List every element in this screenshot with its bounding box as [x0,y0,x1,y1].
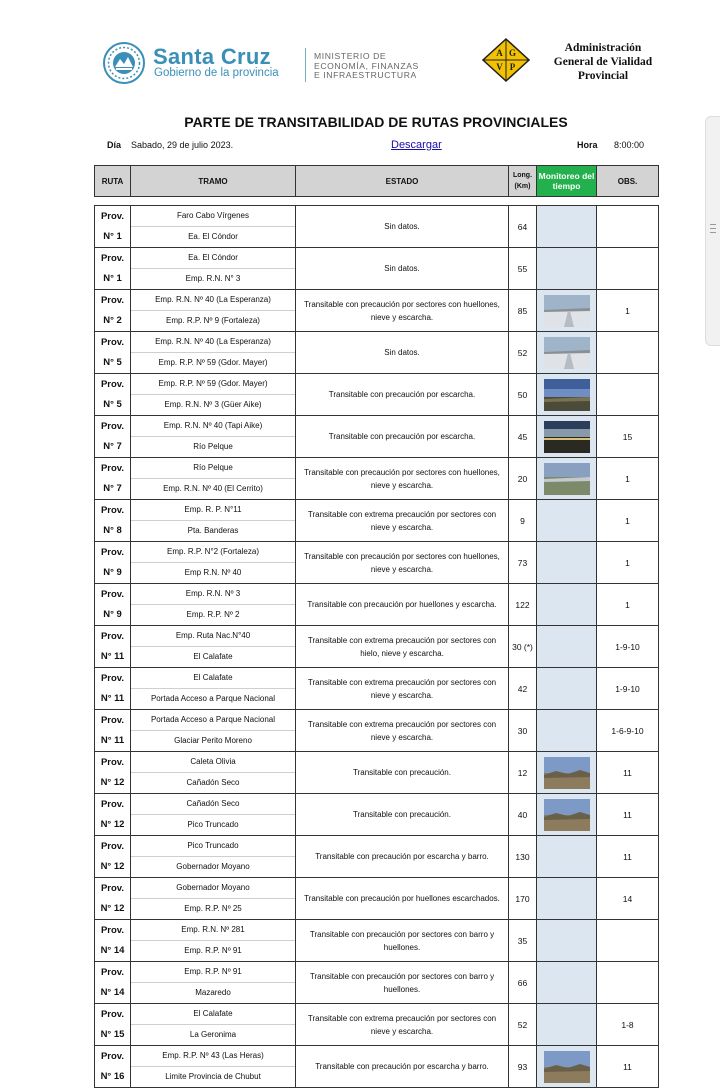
route-number: N° 8 [103,524,122,536]
route-cell [95,374,131,416]
route-prov: Prov. [100,630,125,642]
status-cell: Transitable con extrema precaución por sectores con nieve y escarcha. [296,500,509,542]
agvp-letter-a: A [496,48,503,58]
section-to: Emp. R.N. Nº 40 (El Cerrito) [163,484,263,493]
route-cell [95,1046,131,1088]
obs-cell [597,962,659,1004]
monitoreo-label: tiempo [552,181,581,191]
route-prov: Prov. [100,588,125,600]
section-to: Río Pelque [193,442,233,451]
status-cell: Transitable con extrema precaución por sectores con nieve y escarcha. [296,1004,509,1046]
length-cell: 52 [509,1004,537,1046]
route-number: N° 1 [103,272,122,284]
section-to: Emp. R.P. Nº 2 [186,610,240,619]
long-label: Long. [512,172,533,179]
webcam-thumbnail-icon[interactable] [544,1051,590,1083]
section-cell [131,668,296,710]
table-row [95,962,659,1004]
length-cell: 12 [509,752,537,794]
section-from: Gobernador Moyano [131,878,295,899]
table-row [95,752,659,794]
santa-cruz-emblem-icon [103,42,145,84]
monitor-cell [537,920,597,962]
santa-cruz-name: Santa Cruz [153,44,271,69]
table-row [95,206,659,248]
section-cell [131,248,296,290]
section-to: Gobernador Moyano [176,862,250,871]
route-number: N° 12 [100,776,125,788]
status-cell: Transitable con precaución. [296,752,509,794]
status-cell: Transitable con extrema precaución por sectores con nieve y escarcha. [296,668,509,710]
status-cell: Transitable con precaución por sectores con huellones, nieve y escarcha. [296,542,509,584]
ministry-line: MINISTERIO DE [314,51,387,61]
status-cell: Transitable con precaución por sectores con barro y huellones. [296,920,509,962]
table-row [95,836,659,878]
section-cell [131,878,296,920]
day-label: Día [107,140,122,150]
route-cell [95,332,131,374]
length-cell: 170 [509,878,537,920]
route-cell [95,836,131,878]
length-cell: 55 [509,248,537,290]
route-prov: Prov. [100,378,125,390]
obs-cell: 1 [597,542,659,584]
section-cell [131,794,296,836]
monitor-cell [537,794,597,836]
section-to: La Geronima [189,1030,237,1039]
route-prov: Prov. [100,210,125,222]
monitor-cell [537,374,597,416]
obs-cell: 1 [597,290,659,332]
route-cell [95,458,131,500]
route-prov: Prov. [100,672,125,684]
section-cell [131,710,296,752]
length-cell: 9 [509,500,537,542]
section-from: Ea. El Cóndor [131,248,295,269]
section-to: Emp. R.P. Nº 59 (Gdor. Mayer) [158,358,268,367]
routes-table [94,205,659,1088]
section-from: El Calafate [131,668,295,689]
status-cell: Sin datos. [296,206,509,248]
table-row [95,374,659,416]
scroll-grip-icon[interactable] [710,221,716,235]
agvp-name-line: General de Vialidad [553,56,653,68]
table-row [95,1046,659,1088]
length-cell: 130 [509,836,537,878]
route-prov: Prov. [100,756,125,768]
route-prov: Prov. [100,336,125,348]
route-cell [95,794,131,836]
table-row [95,416,659,458]
route-prov: Prov. [100,966,125,978]
section-cell [131,962,296,1004]
section-to: Limite Provincia de Chubut [165,1072,261,1081]
agvp-letter-p: P [509,62,516,72]
section-to: Emp R.N. Nº 40 [184,568,242,577]
obs-cell: 1-8 [597,1004,659,1046]
length-cell: 40 [509,794,537,836]
length-cell: 93 [509,1046,537,1088]
webcam-thumbnail-icon[interactable] [544,295,590,327]
route-cell [95,710,131,752]
route-number: N° 1 [103,230,122,242]
status-cell: Transitable con extrema precaución por sectores con hielo, nieve y escarcha. [296,626,509,668]
status-cell: Transitable con extrema precaución por sectores con nieve y escarcha. [296,710,509,752]
status-cell: Transitable con precaución por sectores con barro y huellones. [296,962,509,1004]
obs-cell: 1-9-10 [597,626,659,668]
status-cell: Transitable con precaución por escarcha. [296,374,509,416]
webcam-thumbnail-icon[interactable] [544,379,590,411]
monitor-cell [537,500,597,542]
length-cell: 52 [509,332,537,374]
table-row [95,626,659,668]
route-prov: Prov. [100,294,125,306]
route-prov: Prov. [100,252,125,264]
route-number: N° 11 [100,650,125,662]
agvp-name-line: Provincial [577,70,629,82]
status-cell: Transitable con precaución por sectores con huellones, nieve y escarcha. [296,290,509,332]
section-cell [131,1004,296,1046]
monitor-cell [537,878,597,920]
obs-cell [597,332,659,374]
monitor-cell [537,1046,597,1088]
column-header-tramo: TRAMO [131,166,296,197]
agvp-logo-icon [482,38,530,82]
route-prov: Prov. [100,546,125,558]
status-cell: Transitable con precaución por huellones y escarcha. [296,584,509,626]
length-cell: 45 [509,416,537,458]
route-cell [95,206,131,248]
obs-cell: 11 [597,836,659,878]
route-number: N° 14 [100,944,125,956]
monitor-cell [537,836,597,878]
section-from: Emp. R.P. Nº 43 (Las Heras) [131,1046,295,1067]
section-from: Emp. R.P. Nº 91 [131,962,295,983]
section-to: El Calafate [193,652,233,661]
column-header-ruta: RUTA [95,166,131,197]
document-header [0,0,720,100]
section-cell [131,374,296,416]
length-cell: 30 [509,710,537,752]
section-from: Emp. R.N. Nº 40 (Tapi Aike) [131,416,295,437]
route-number: N° 15 [100,1028,125,1040]
obs-cell [597,248,659,290]
section-to: Mazaredo [195,988,231,997]
section-cell [131,542,296,584]
section-cell [131,836,296,878]
section-cell [131,290,296,332]
monitor-cell [537,668,597,710]
status-cell: Transitable con precaución por escarcha y barro. [296,836,509,878]
obs-cell: 1 [597,458,659,500]
status-cell: Sin datos. [296,332,509,374]
section-cell [131,752,296,794]
webcam-thumbnail-icon[interactable] [544,421,590,453]
table-row [95,542,659,584]
section-to: Emp. R.P. Nº 9 (Fortaleza) [166,316,260,325]
route-cell [95,1004,131,1046]
section-to: Emp. R.P. Nº 25 [184,904,242,913]
column-header-monitoreo [537,166,597,197]
scrollbar[interactable] [705,116,720,346]
section-to: Emp. R.N. Nº 3 (Güer Aike) [164,400,262,409]
route-number: N° 9 [103,608,122,620]
route-number: N° 2 [103,314,122,326]
ministry-line: ECONOMÍA, FINANZAS [314,60,419,71]
section-cell [131,458,296,500]
route-number: N° 9 [103,566,122,578]
route-cell [95,290,131,332]
route-cell [95,416,131,458]
route-cell [95,962,131,1004]
section-cell [131,1046,296,1088]
hour-label: Hora [577,140,598,150]
obs-cell [597,920,659,962]
table-row [95,500,659,542]
agvp-letter-g: G [508,48,517,58]
status-cell: Transitable con precaución por sectores con huellones, nieve y escarcha. [296,458,509,500]
section-to: Pico Truncado [187,820,239,829]
length-cell: 35 [509,920,537,962]
section-cell [131,584,296,626]
section-cell [131,500,296,542]
section-cell [131,416,296,458]
column-header-obs: OBS. [597,166,659,197]
section-cell [131,626,296,668]
length-cell: 20 [509,458,537,500]
length-cell: 64 [509,206,537,248]
day-value: Sabado, 29 de julio 2023. [131,140,234,150]
length-cell: 50 [509,374,537,416]
section-to: Glaciar Perito Moreno [174,736,252,745]
section-from: Emp. Ruta Nac.N°40 [131,626,295,647]
length-cell: 30 (*) [509,626,537,668]
status-cell: Transitable con precaución. [296,794,509,836]
section-to: Cañadón Seco [186,778,240,787]
status-cell: Transitable con precaución por escarcha. [296,416,509,458]
route-number: N° 5 [103,398,122,410]
agvp-name-line: Administración [564,42,642,54]
table-header [94,165,659,197]
route-cell [95,752,131,794]
length-cell: 66 [509,962,537,1004]
monitor-cell [537,458,597,500]
table-row [95,584,659,626]
table-row [95,878,659,920]
route-cell [95,878,131,920]
table-row [95,248,659,290]
obs-cell: 11 [597,794,659,836]
column-header-long [509,166,537,197]
route-prov: Prov. [100,1008,125,1020]
monitor-cell [537,752,597,794]
section-from: Río Pelque [131,458,295,479]
monitor-cell [537,584,597,626]
section-from: Faro Cabo Vírgenes [131,206,295,227]
table-row [95,794,659,836]
route-cell [95,668,131,710]
table-row [95,1004,659,1046]
monitor-cell [537,206,597,248]
obs-cell: 11 [597,1046,659,1088]
section-to: Ea. El Cóndor [188,232,238,241]
monitor-cell [537,416,597,458]
route-prov: Prov. [100,714,125,726]
obs-cell: 11 [597,752,659,794]
table-row [95,920,659,962]
route-cell [95,584,131,626]
route-prov: Prov. [100,1050,125,1062]
ministry-label [314,52,419,81]
webcam-thumbnail-icon[interactable] [544,757,590,789]
monitor-cell [537,290,597,332]
section-from: Caleta Olivia [131,752,295,773]
santa-cruz-subtitle: Gobierno de la provincia [154,67,279,79]
section-from: Emp. R.P. Nº 59 (Gdor. Mayer) [131,374,295,395]
route-prov: Prov. [100,798,125,810]
monitor-cell [537,1004,597,1046]
table-row [95,290,659,332]
section-from: El Calafate [131,1004,295,1025]
length-cell: 122 [509,584,537,626]
section-cell [131,332,296,374]
agvp-letter-v: V [496,62,503,72]
section-from: Cañadón Seco [131,794,295,815]
obs-cell [597,206,659,248]
monitor-cell [537,710,597,752]
route-cell [95,920,131,962]
status-cell: Sin datos. [296,248,509,290]
table-row [95,458,659,500]
webcam-thumbnail-icon[interactable] [544,463,590,495]
section-from: Portada Acceso a Parque Nacional [131,710,295,731]
obs-cell: 1 [597,584,659,626]
hour-value: 8:00:00 [614,140,645,150]
route-prov: Prov. [100,882,125,894]
length-cell: 85 [509,290,537,332]
section-cell [131,920,296,962]
route-cell [95,500,131,542]
route-cell [95,248,131,290]
agvp-name [533,41,673,83]
route-prov: Prov. [100,504,125,516]
section-from: Emp. R.N. Nº 3 [131,584,295,605]
webcam-thumbnail-icon[interactable] [544,799,590,831]
section-to: Portada Acceso a Parque Nacional [150,694,276,703]
section-to: Emp. R.P. Nº 91 [184,946,242,955]
section-to: Emp. R.N. N° 3 [185,274,241,283]
status-cell: Transitable con precaución por huellones escarchados. [296,878,509,920]
section-from: Emp. R. P. N°11 [131,500,295,521]
section-from: Pico Truncado [131,836,295,857]
page-title: PARTE DE TRANSITABILIDAD DE RUTAS PROVINCIALES [184,114,568,130]
route-number: N° 12 [100,902,125,914]
length-cell: 42 [509,668,537,710]
route-number: N° 7 [103,482,122,494]
length-cell: 73 [509,542,537,584]
route-prov: Prov. [100,420,125,432]
header-divider [305,48,306,82]
monitor-cell [537,248,597,290]
obs-cell: 1-9-10 [597,668,659,710]
route-number: N° 12 [100,860,125,872]
monitor-cell [537,332,597,374]
route-number: N° 11 [100,692,125,704]
status-cell: Transitable con precaución por escarcha y barro. [296,1046,509,1088]
route-cell [95,626,131,668]
obs-cell: 15 [597,416,659,458]
route-number: N° 5 [103,356,122,368]
route-prov: Prov. [100,924,125,936]
section-from: Emp. R.N. Nº 40 (La Esperanza) [131,332,295,353]
table-row [95,668,659,710]
section-to: Pta. Banderas [187,526,239,535]
route-number: N° 7 [103,440,122,452]
monitor-cell [537,626,597,668]
monitor-cell [537,962,597,1004]
route-prov: Prov. [100,840,125,852]
monitoreo-label: Monitoreo del [538,171,595,181]
obs-cell: 14 [597,878,659,920]
obs-cell [597,374,659,416]
section-from: Emp. R.P. N°2 (Fortaleza) [131,542,295,563]
route-number: N° 16 [100,1070,125,1082]
route-number: N° 14 [100,986,125,998]
section-cell [131,206,296,248]
section-from: Emp. R.N. Nº 40 (La Esperanza) [131,290,295,311]
download-link[interactable]: Descargar [391,139,442,151]
route-cell [95,542,131,584]
section-from: Emp. R.N. Nº 281 [131,920,295,941]
monitor-cell [537,542,597,584]
column-header-estado: ESTADO [296,166,509,197]
table-row [95,332,659,374]
webcam-thumbnail-icon[interactable] [544,337,590,369]
ministry-line: E INFRAESTRUCTURA [314,70,417,80]
obs-cell: 1 [597,500,659,542]
routes-table-body [95,206,659,1088]
long-unit: (Km) [514,183,531,190]
table-row [95,710,659,752]
route-number: N° 12 [100,818,125,830]
route-number: N° 11 [100,734,125,746]
route-prov: Prov. [100,462,125,474]
obs-cell: 1-6-9-10 [597,710,659,752]
